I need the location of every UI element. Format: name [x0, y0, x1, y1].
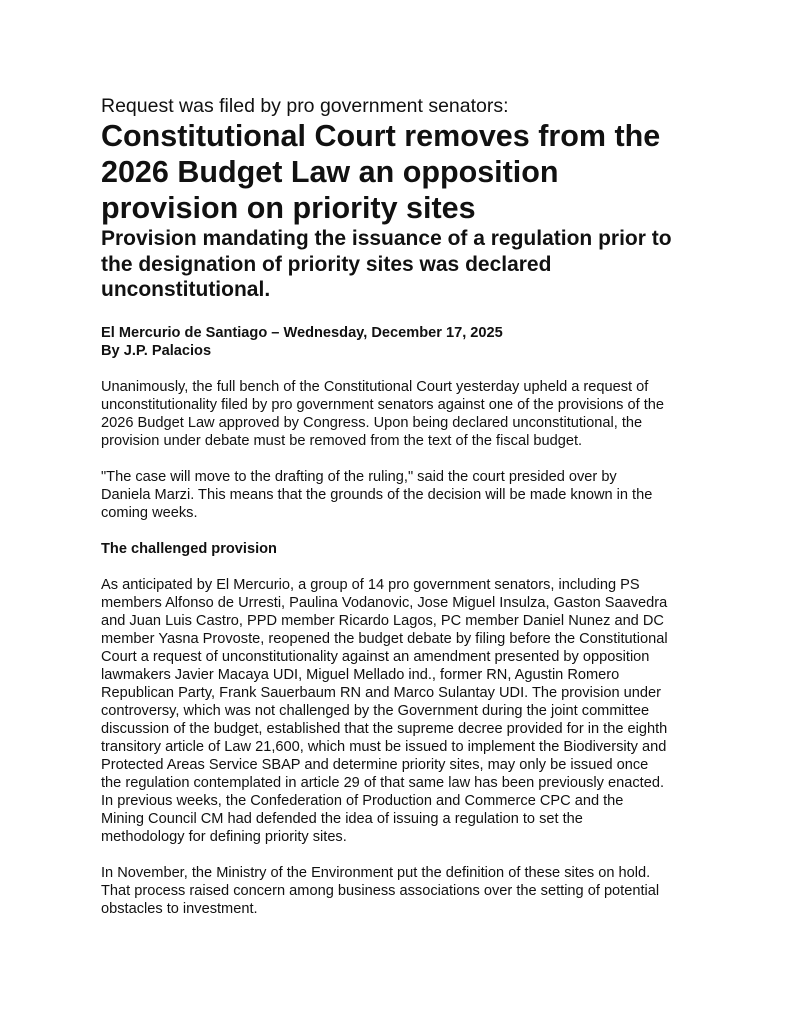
paragraph-line: Republican Party, Frank Sauerbaum RN and Marco Sulantay UDI. The provision under: [101, 684, 661, 701]
byline: [101, 324, 711, 360]
paragraph-line: obstacles to investment.: [101, 900, 258, 917]
paragraph-line: lawmakers Javier Macaya UDI, Miguel Mellado ind., former RN, Agustin Romero: [101, 666, 620, 683]
paragraph-line: members Alfonso de Urresti, Paulina Vodanovic, Jose Miguel Insulza, Gaston Saavedra: [101, 594, 668, 611]
article: [101, 94, 711, 918]
section-heading: The challenged provision: [101, 540, 277, 557]
paragraph-line: the regulation contemplated in article 29 of that same law has been previously enacted.: [101, 774, 665, 791]
paragraph-3: [101, 576, 711, 846]
paragraph-line: Unanimously, the full bench of the Constitutional Court yesterday upheld a request of: [101, 378, 649, 395]
paragraph-4: [101, 864, 711, 918]
paragraph-line: transitory article of Law 21,600, which must be issued to implement the Biodiversity and: [101, 738, 667, 755]
paragraph-line: methodology for defining priority sites.: [101, 828, 347, 845]
paragraph-line: Daniela Marzi. This means that the grounds of the decision will be made known in the: [101, 486, 653, 503]
paragraph-line: In previous weeks, the Confederation of Production and Commerce CPC and the: [101, 792, 624, 809]
paragraph-line: and Juan Luis Castro, PPD member Ricardo Lagos, PC member Daniel Nunez and DC: [101, 612, 664, 629]
paragraph-line: provision under debate must be removed from the text of the fiscal budget.: [101, 432, 583, 449]
paragraph-line: Protected Areas Service SBAP and determine priority sites, may only be issued once: [101, 756, 649, 773]
headline-line: provision on priority sites: [101, 191, 476, 225]
author: By J.P. Palacios: [101, 342, 212, 359]
paragraph-line: That process raised concern among business associations over the setting of potential: [101, 882, 660, 899]
article-subhead: [101, 226, 711, 303]
subhead-line: Provision mandating the issuance of a regulation prior to: [101, 227, 672, 250]
paragraph-line: member Yasna Provoste, reopened the budget debate by filing before the Constitutional: [101, 630, 668, 647]
paragraph-line: Mining Council CM had defended the idea of issuing a regulation to set the: [101, 810, 583, 827]
paragraph-1: [101, 378, 711, 450]
paragraph-line: In November, the Ministry of the Environment put the definition of these sites on hold.: [101, 864, 651, 881]
subhead-line: the designation of priority sites was declared: [101, 252, 552, 276]
paragraph-line: controversy, which was not challenged by the Government during the joint committee: [101, 702, 650, 719]
paragraph-2: [101, 468, 711, 522]
paragraph-line: unconstitutionality filed by pro government senators against one of the provisions of the: [101, 396, 665, 413]
article-kicker: Request was filed by pro government senators:: [101, 95, 509, 117]
dateline: El Mercurio de Santiago – Wednesday, December 17, 2025: [101, 324, 503, 341]
paragraph-line: coming weeks.: [101, 504, 198, 521]
headline-line: 2026 Budget Law an opposition: [101, 155, 559, 189]
paragraph-line: Court a request of unconstitutionality against an amendment presented by opposition: [101, 648, 650, 665]
headline-line: Constitutional Court removes from the: [101, 119, 661, 153]
paragraph-line: discussion of the budget, established that the supreme decree provided for in the eighth: [101, 720, 668, 737]
paragraph-line: As anticipated by El Mercurio, a group of 14 pro government senators, including PS: [101, 576, 640, 593]
paragraph-line: "The case will move to the drafting of the ruling," said the court presided over by: [101, 468, 617, 485]
article-headline: [101, 118, 711, 226]
paragraph-line: 2026 Budget Law approved by Congress. Upon being declared unconstitutional, the: [101, 414, 643, 431]
subhead-line: unconstitutional.: [101, 278, 271, 301]
